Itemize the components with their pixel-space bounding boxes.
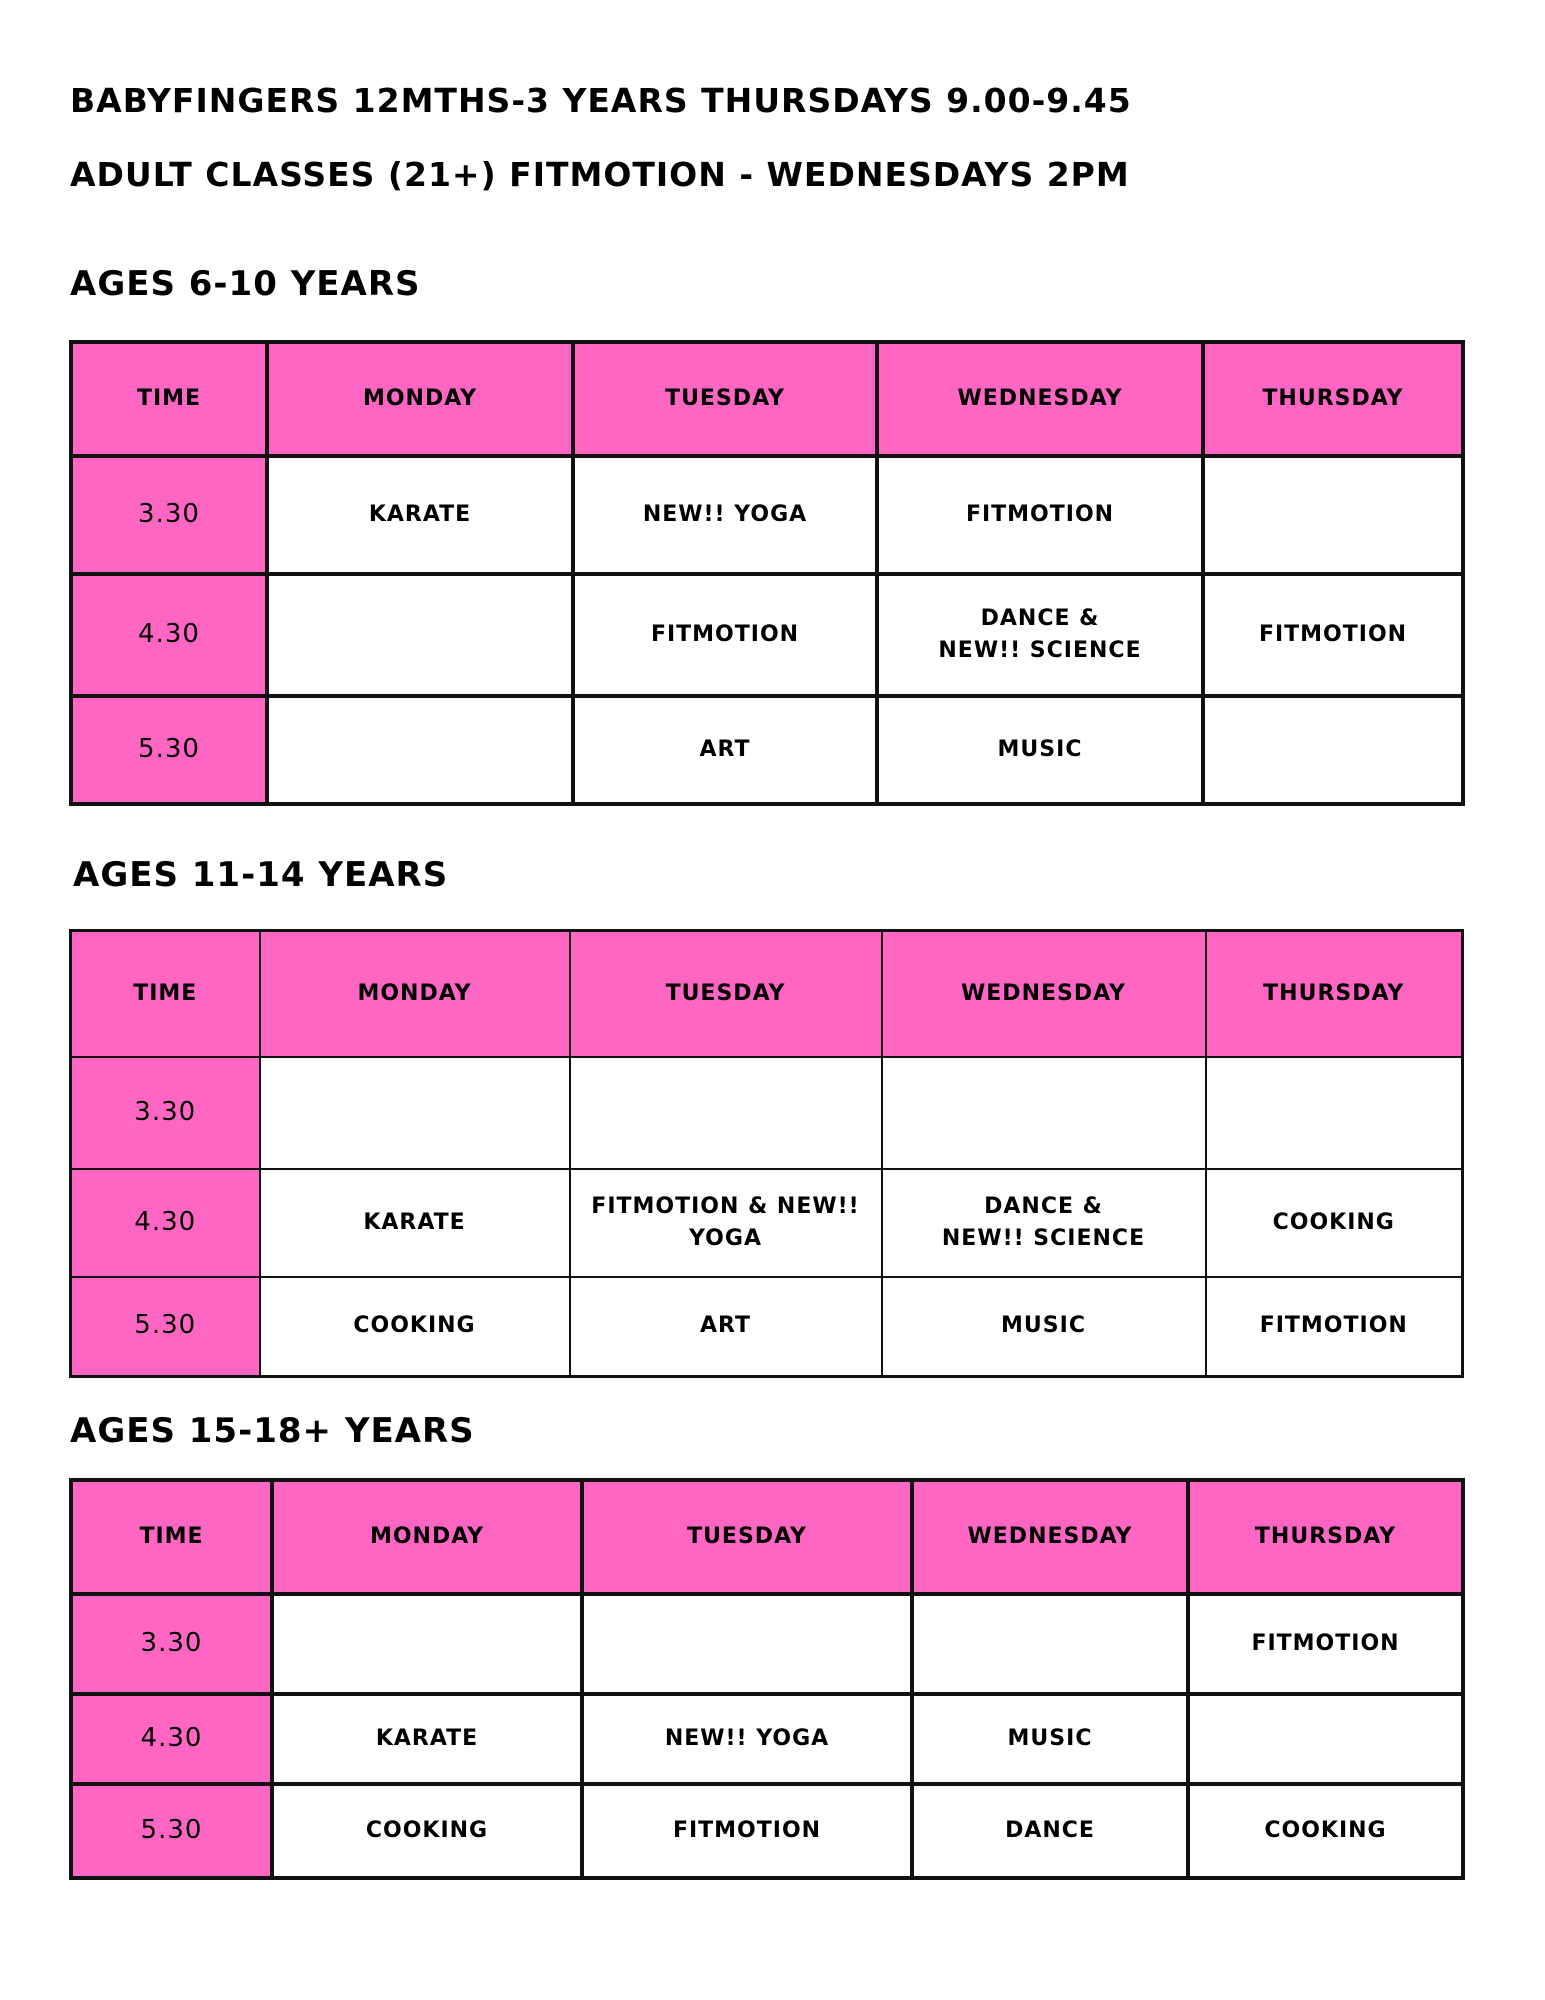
class-cell-tuesday: FITMOTION bbox=[582, 1784, 912, 1878]
class-cell-thursday: FITMOTION bbox=[1188, 1594, 1463, 1694]
column-header-wednesday: WEDNESDAY bbox=[877, 342, 1203, 456]
table-header-row bbox=[71, 1480, 1463, 1594]
column-header-monday: MONDAY bbox=[272, 1480, 582, 1594]
time-cell: 4.30 bbox=[71, 1694, 272, 1784]
class-cell-monday bbox=[267, 574, 573, 696]
class-cell-tuesday: ART bbox=[573, 696, 877, 804]
section-title-ages-11-14: AGES 11-14 YEARS bbox=[73, 855, 449, 895]
table-row bbox=[71, 1784, 1463, 1878]
class-cell-wednesday bbox=[882, 1057, 1206, 1169]
class-cell-monday: COOKING bbox=[272, 1784, 582, 1878]
table-row bbox=[71, 1277, 1463, 1377]
table-row bbox=[71, 1169, 1463, 1277]
column-header-wednesday: WEDNESDAY bbox=[912, 1480, 1188, 1594]
column-header-tuesday: TUESDAY bbox=[573, 342, 877, 456]
class-cell-monday bbox=[267, 696, 573, 804]
column-header-tuesday: TUESDAY bbox=[582, 1480, 912, 1594]
class-cell-tuesday: ART bbox=[570, 1277, 882, 1377]
section-title-ages-6-10: AGES 6-10 YEARS bbox=[70, 264, 421, 304]
class-cell-thursday bbox=[1203, 696, 1463, 804]
column-header-thursday: THURSDAY bbox=[1203, 342, 1463, 456]
column-header-time: TIME bbox=[71, 931, 260, 1057]
table-header-row bbox=[71, 342, 1463, 456]
class-cell-tuesday: FITMOTION bbox=[573, 574, 877, 696]
class-cell-tuesday: NEW!! YOGA bbox=[582, 1694, 912, 1784]
class-cell-thursday bbox=[1206, 1057, 1463, 1169]
table-row bbox=[71, 1594, 1463, 1694]
class-cell-monday bbox=[272, 1594, 582, 1694]
class-cell-wednesday: MUSIC bbox=[882, 1277, 1206, 1377]
class-cell-wednesday: MUSIC bbox=[912, 1694, 1188, 1784]
column-header-thursday: THURSDAY bbox=[1206, 931, 1463, 1057]
class-cell-thursday: COOKING bbox=[1206, 1169, 1463, 1277]
schedule-table-ages-15-18 bbox=[69, 1478, 1465, 1880]
time-cell: 4.30 bbox=[71, 1169, 260, 1277]
time-cell: 3.30 bbox=[71, 1057, 260, 1169]
column-header-thursday: THURSDAY bbox=[1188, 1480, 1463, 1594]
class-cell-wednesday: DANCE & NEW!! SCIENCE bbox=[882, 1169, 1206, 1277]
class-cell-thursday: FITMOTION bbox=[1203, 574, 1463, 696]
class-cell-thursday bbox=[1188, 1694, 1463, 1784]
column-header-monday: MONDAY bbox=[260, 931, 570, 1057]
class-cell-monday: KARATE bbox=[272, 1694, 582, 1784]
class-cell-wednesday bbox=[912, 1594, 1188, 1694]
schedule-table-ages-6-10 bbox=[69, 340, 1465, 806]
class-cell-monday bbox=[260, 1057, 570, 1169]
time-cell: 5.30 bbox=[71, 1784, 272, 1878]
schedule-table-ages-11-14 bbox=[69, 929, 1464, 1378]
section-title-ages-15-18: AGES 15-18+ YEARS bbox=[70, 1411, 475, 1451]
class-cell-wednesday: FITMOTION bbox=[877, 456, 1203, 574]
table-row bbox=[71, 456, 1463, 574]
table-row bbox=[71, 1057, 1463, 1169]
class-cell-monday: COOKING bbox=[260, 1277, 570, 1377]
class-cell-tuesday: NEW!! YOGA bbox=[573, 456, 877, 574]
adult-classes-notice: ADULT CLASSES (21+) FITMOTION - WEDNESDAYS 2PM bbox=[70, 155, 1130, 194]
class-cell-wednesday: DANCE & NEW!! SCIENCE bbox=[877, 574, 1203, 696]
class-cell-tuesday bbox=[582, 1594, 912, 1694]
time-cell: 4.30 bbox=[71, 574, 267, 696]
class-cell-wednesday: MUSIC bbox=[877, 696, 1203, 804]
babyfingers-notice: BABYFINGERS 12MTHS-3 YEARS THURSDAYS 9.00-9.45 bbox=[70, 81, 1132, 120]
table-row bbox=[71, 574, 1463, 696]
class-cell-monday: KARATE bbox=[260, 1169, 570, 1277]
table-header-row bbox=[71, 931, 1463, 1057]
class-cell-thursday: FITMOTION bbox=[1206, 1277, 1463, 1377]
column-header-time: TIME bbox=[71, 342, 267, 456]
class-cell-tuesday: FITMOTION & NEW!! YOGA bbox=[570, 1169, 882, 1277]
column-header-monday: MONDAY bbox=[267, 342, 573, 456]
class-cell-tuesday bbox=[570, 1057, 882, 1169]
time-cell: 5.30 bbox=[71, 1277, 260, 1377]
class-cell-wednesday: DANCE bbox=[912, 1784, 1188, 1878]
class-cell-thursday: COOKING bbox=[1188, 1784, 1463, 1878]
time-cell: 3.30 bbox=[71, 456, 267, 574]
table-row bbox=[71, 696, 1463, 804]
column-header-tuesday: TUESDAY bbox=[570, 931, 882, 1057]
time-cell: 5.30 bbox=[71, 696, 267, 804]
column-header-wednesday: WEDNESDAY bbox=[882, 931, 1206, 1057]
column-header-time: TIME bbox=[71, 1480, 272, 1594]
class-cell-thursday bbox=[1203, 456, 1463, 574]
time-cell: 3.30 bbox=[71, 1594, 272, 1694]
class-cell-monday: KARATE bbox=[267, 456, 573, 574]
table-row bbox=[71, 1694, 1463, 1784]
